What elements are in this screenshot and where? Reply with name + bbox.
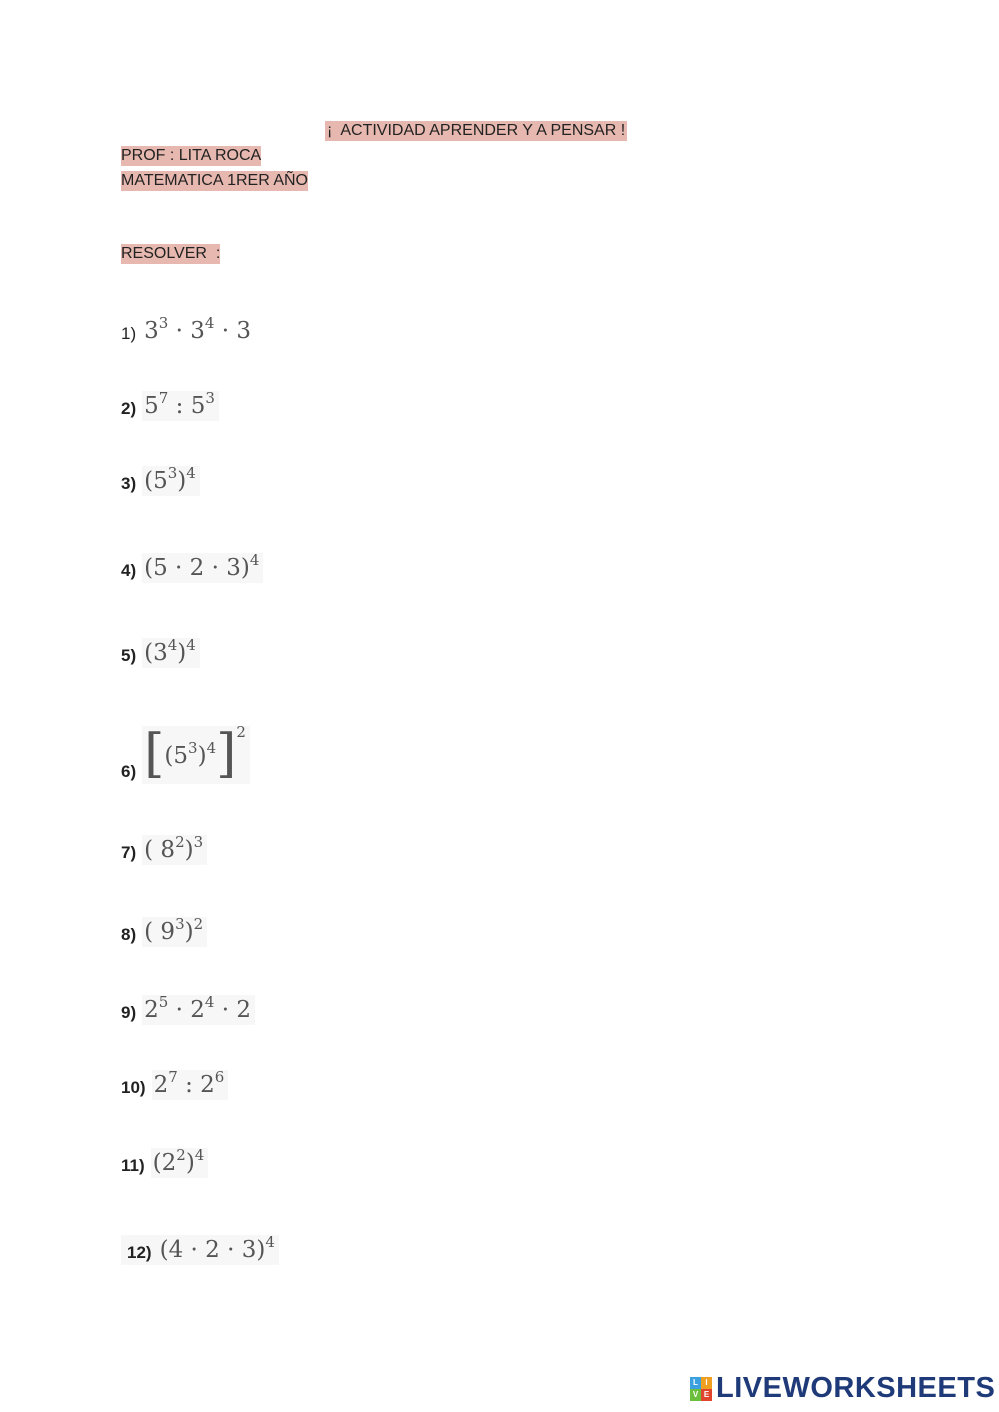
exercise-12 [121, 1235, 279, 1265]
exercise-1 [121, 316, 255, 346]
exercise-number: 11) [121, 1156, 145, 1175]
math-expression: $(2^2)^4$ [151, 1148, 209, 1178]
math-expression: ( $8^2)^3$ [142, 835, 207, 865]
logo-text: LIVEWORKSHEETS [716, 1372, 996, 1404]
exercise-number: 5) [121, 646, 137, 665]
teacher-name: PROF : LITA ROCA [121, 147, 262, 164]
exercise-number: 3) [121, 474, 137, 493]
exercise-4 [121, 553, 263, 583]
math-expression: $(3^4)^4$ [142, 638, 200, 668]
math-expression: $(4 \cdot 2 \cdot 3)^4$ [158, 1235, 279, 1265]
liveworksheets-logo [690, 1372, 995, 1405]
exercise-10 [121, 1070, 228, 1100]
exercise-number: 12) [127, 1243, 152, 1262]
exercise-5 [121, 638, 200, 668]
exercise-number: 8) [121, 925, 137, 944]
exercise-11 [121, 1148, 208, 1178]
math-expression: $2^7$ : $2^6$ [152, 1070, 229, 1100]
exercise-number: 6) [121, 762, 137, 781]
instruction-label: RESOLVER : [121, 245, 221, 262]
exercise-number: 9) [121, 1003, 137, 1022]
math-expression: $2^5 \cdot 2^4 \cdot 2$ [142, 995, 255, 1025]
subject-label: MATEMATICA 1RER AÑO [121, 172, 308, 189]
math-expression: $(5^3)^4$ [142, 466, 200, 496]
exercise-8 [121, 917, 207, 947]
math-expression: $3^3 \cdot 3^4 \cdot 3$ [144, 314, 252, 344]
math-expression: $5^7$ : $5^3$ [142, 391, 219, 421]
math-expression: $[(5^3)^4]^2$ [142, 726, 250, 784]
exercise-3 [121, 466, 200, 496]
exercise-7 [121, 835, 207, 865]
exercise-number: 2) [121, 399, 137, 418]
exercise-2 [121, 391, 219, 421]
exercise-number: 7) [121, 843, 137, 862]
page-title: ¡ ACTIVIDAD APRENDER Y A PENSAR ! [327, 122, 626, 139]
math-expression: $(5 \cdot 2 \cdot 3)^4$ [142, 553, 263, 583]
exercise-9 [121, 995, 255, 1025]
live-logo-icon: L I V E [690, 1377, 712, 1401]
exercise-number: 4) [121, 561, 137, 580]
exercise-6 [121, 723, 250, 784]
math-expression: ( $9^3)^2$ [142, 917, 207, 947]
exercise-number: 1) [121, 324, 137, 343]
exercise-number: 10) [121, 1078, 146, 1097]
